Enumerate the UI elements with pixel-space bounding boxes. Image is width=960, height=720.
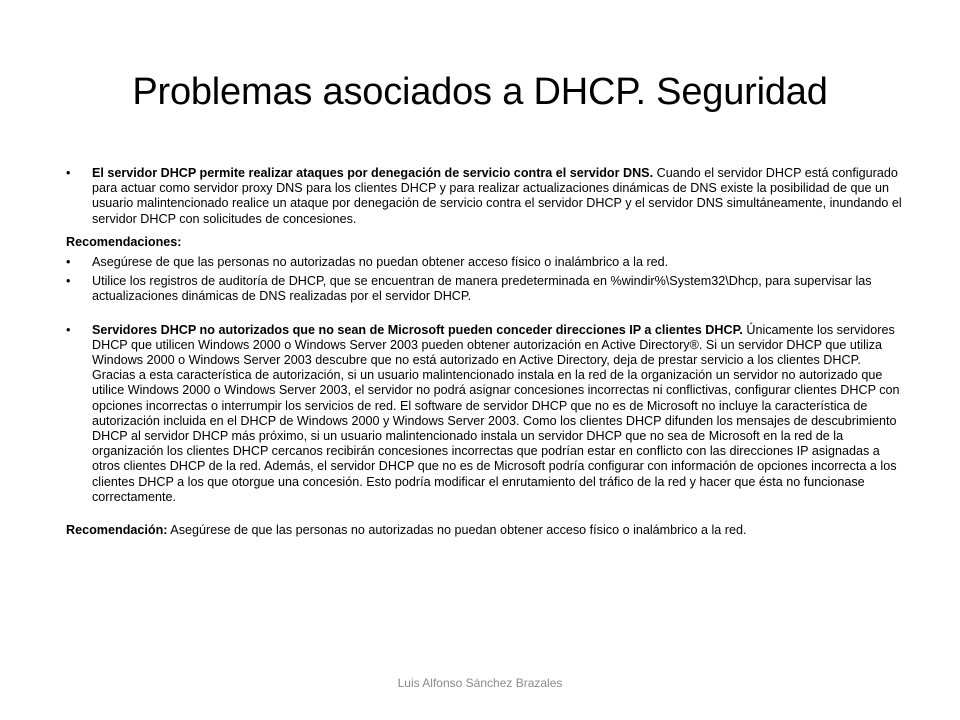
bullet-rogue-dhcp-heading: Servidores DHCP no autorizados que no sean de Microsoft pueden conceder direcciones IP a clientes DHCP. [92,322,743,337]
bullet-dns-dos [66,166,906,227]
bullet-icon: • [66,322,71,337]
bullet-rogue-dhcp-text: Únicamente los servidores DHCP que utilicen Windows 2000 o Windows Server 2003 pueden obtener autorización en Active Directory®. Si un servidor DHCP que utiliza Windows 2000 o Windows Server 2003 descubre que no está autorizado en Active Directory, deja de prestar servicio a los clientes DHCP. Gracias a esta característica de autorización, si un usuario malintencionado instala en la red de la organización un servidor no autorizado que utilice Windows 2000 o Windows Server 2003, el servidor no podrá asignar concesiones incorrectas ni conflictivas, configurar clientes DHCP con opciones incorrectas o interrumpir los servicios de red. El software de servidor DHCP que no es de Microsoft no incluye la característica de autorización incluida en el DHCP de Windows 2000 y Windows Server 2003. Como los clientes DHCP difunden los mensajes de descubrimiento DHCP al servidor DHCP más próximo, si un usuario malintencionado instala un servidor DHCP que no sea de Microsoft en la red de la organización los clientes DHCP cercanos recibirán concesiones incorrectas que podrían estar en conflicto con las direcciones IP asignadas a otros clientes DHCP de la red. Además, el servidor DHCP que no es de Microsoft podría configurar con información de opciones incorrecta a los clientes DHCP a los que otorgue una concesión. Esto podría modificar el enrutamiento del tráfico de la red y hacer que ésta no funcionase correctamente. [92,322,900,504]
recomendacion-final [66,523,906,538]
slide-footer: Luis Alfonso Sánchez Brazales [397,676,563,690]
bullet-recomendacion-1 [66,255,906,270]
bullet-icon: • [66,255,71,270]
bullet-dns-dos-text: Cuando el servidor DHCP está configurado para actuar como servidor proxy DNS para los clientes DHCP y para realizar actualizaciones dinámicas de DNS existe la posibilidad de que un usuario malintencionado realice un ataque por denegación de servicio contra el servidor DHCP y el servidor DNS simultáneamente, inundando el servidor DHCP con solicitudes de concesiones. [92,166,902,226]
slide-content [66,166,906,543]
recomendacion-final-text: Asegúrese de que las personas no autorizadas no puedan obtener acceso físico o inalámbrico a la red. [167,523,747,538]
bullet-icon: • [66,274,71,289]
bullet-icon: • [66,166,71,180]
bullet-rogue-dhcp [66,323,906,505]
recomendacion-1-text: Asegúrese de que las personas no autorizadas no puedan obtener acceso físico o inalámbrico a la red. [92,255,669,270]
recomendacion-final-label: Recomendación: [66,523,168,538]
recomendaciones-heading [66,235,906,250]
recomendacion-2-text: Utilice los registros de auditoría de DHCP, que se encuentran de manera predeterminada en %windir%\System32\Dhcp, para supervisar las actualizaciones dinámicas de DNS realizadas por el servidor DHCP. [92,274,872,304]
slide-title: Problemas asociados a DHCP. Seguridad [132,71,828,113]
bullet-recomendacion-2 [66,274,906,304]
recomendaciones-label: Recomendaciones: [66,234,182,249]
bullet-dns-dos-heading: El servidor DHCP permite realizar ataques por denegación de servicio contra el servidor DNS. [92,166,654,180]
